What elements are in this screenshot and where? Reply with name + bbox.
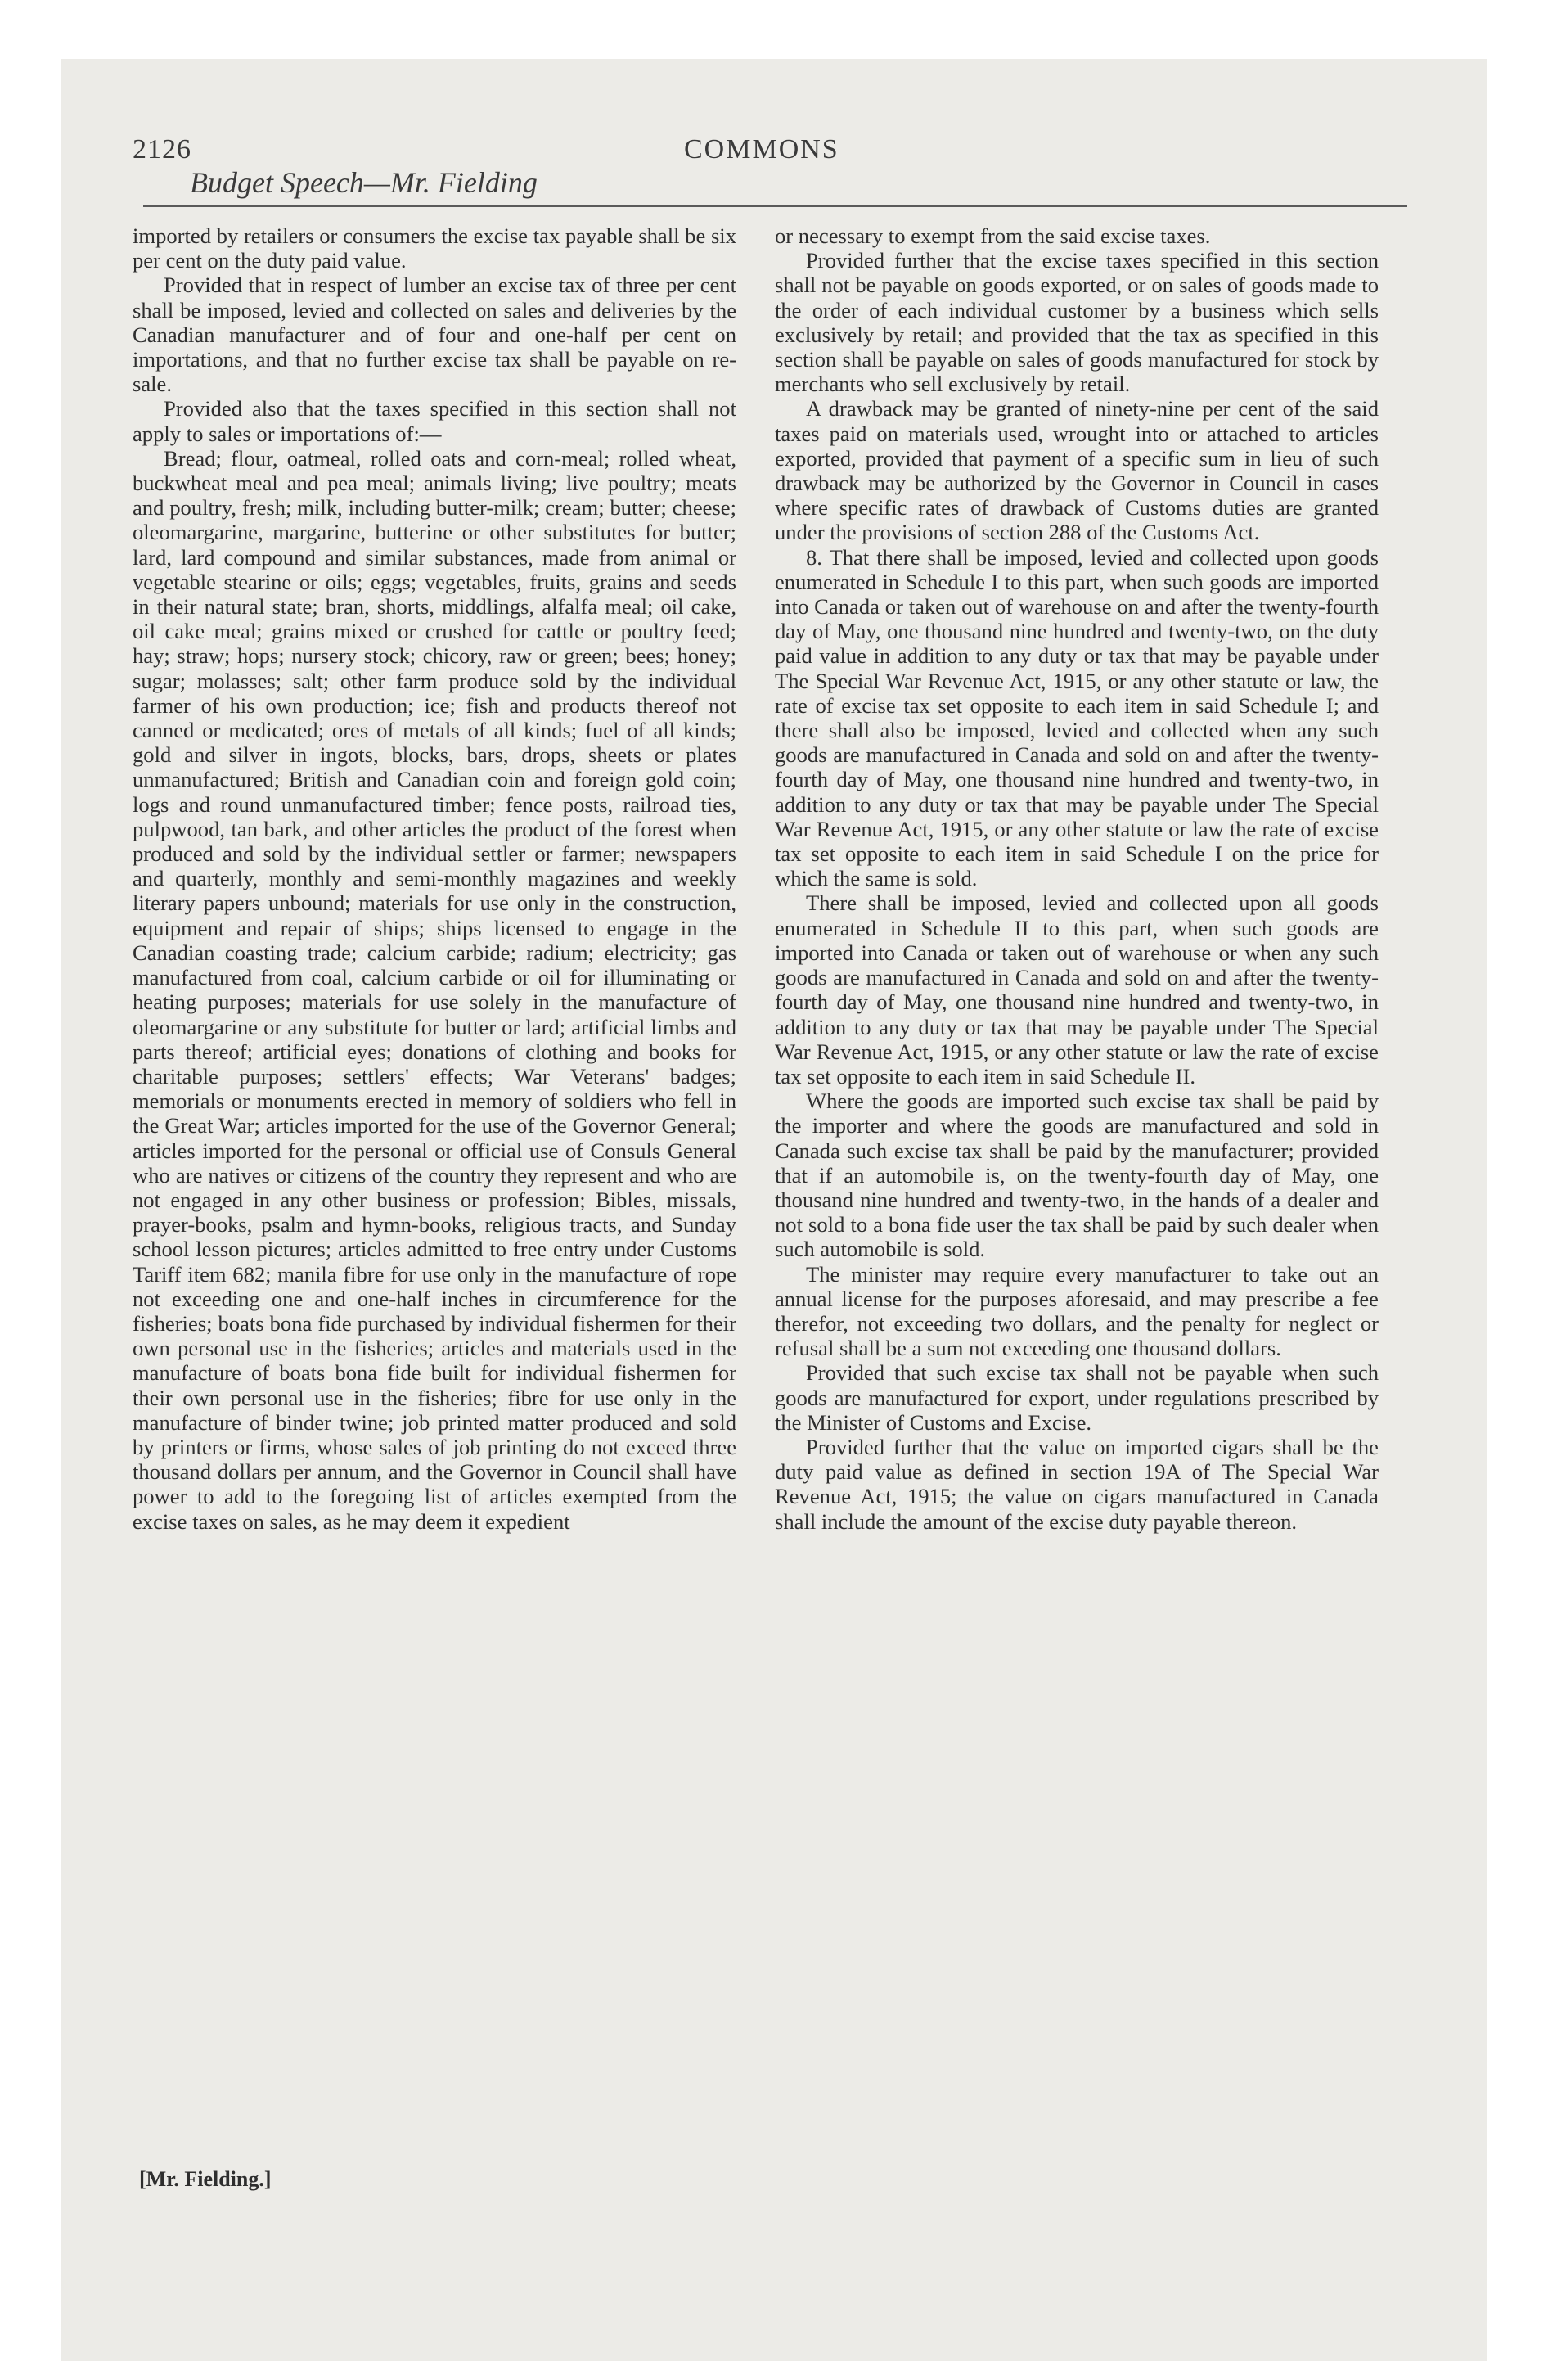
right-paragraph-3: A drawback may be granted of ninety-nine per cent of the said taxes paid on materials used, wrought into or attached to articles exported, provided that payment of a specific sum in lieu of such drawback may be authorized by the Governor in Council in cases where specific rates of drawback of Customs duties are granted under the provisions of section 288 of the Customs Act. <box>775 396 1379 545</box>
left-paragraph-4: Bread; flour, oatmeal, rolled oats and corn-meal; rolled wheat, buckwheat meal and pea meal; animals living; live poultry; meats and poultry, fresh; milk, including butter-milk; cream; butter; cheese; oleomargarine, margarine, butterine or other substitutes for butter; lard, lard compound and similar substances, made from animal or vegetable stearine or oils; eggs; vegetables, fruits, grains and seeds in their natural state; bran, shorts, middlings, alfalfa meal; oil cake, oil cake meal; grains mixed or crushed for cattle or poultry feed; hay; straw; hops; nursery stock; chicory, raw or green; bees; honey; sugar; molasses; salt; other farm produce sold by the individual farmer of his own production; ice; fish and products thereof not canned or medicated; ores of metals of all kinds; fuel of all kinds; gold and silver in ingots, blocks, bars, drops, sheets or plates unmanufactured; British and Canadian coin and foreign gold coin; logs and round unmanufactured timber; fence posts, railroad ties, pulpwood, tan bark, and other articles the product of the forest when produced and sold by the individual settler or farmer; newspapers and quarterly, monthly and semi-monthly magazines and weekly literary papers unbound; materials for use only in the construction, equipment and repair of ships; ships licensed to engage in the Canadian coasting trade; calcium carbide; radium; electricity; gas manufactured from coal, calcium carbide or oil for illuminating or heating purposes; materials for use solely in the manufacture of oleomargarine or any substitute for butter or lard; artificial limbs and parts thereof; artificial eyes; donations of clothing and books for charitable purposes; settlers' effects; War Veterans' badges; memorials or monuments erected in memory of soldiers who fell in the Great War; articles imported for the use of the Governor General; articles imported for the personal or official use of Consuls General who are natives or citizens of the country they represent and who are not engaged in any other business or profession; Bibles, missals, prayer-books, psalm and hymn-books, religious tracts, and Sunday school lesson pictures; articles admitted to free entry under Customs Tariff item 682; manila fibre for use only in the manufacture of rope not exceeding one and one-half inches in circumference for the fisheries; boats bona fide purchased by individual fishermen for their own personal use in the fisheries; articles and materials used in the manufacture of boats bona fide built for individual fishermen for their own personal use in the fisheries; fibre for use only in the manufacture of binder twine; job printed matter produced and sold by printers or firms, whose sales of job printing do not exceed three thousand dollars per annum, and the Governor in Council shall have power to add to the foregoing list of articles exempted from the excise taxes on sales, as he may deem it expedient <box>133 445 736 1534</box>
left-paragraph-1: imported by retailers or consumers the excise tax payable shall be six per cent on the duty paid value. <box>133 223 736 273</box>
right-column <box>775 223 1379 1534</box>
right-paragraph-9: Provided further that the value on imported cigars shall be the duty paid value as defined in section 19A of The Special War Revenue Act, 1915; the value on cigars manufactured in Canada shall include the amount of the excise duty payable thereon. <box>775 1434 1379 1534</box>
right-paragraph-6: Where the goods are imported such excise tax shall be paid by the importer and where the goods are manufactured and sold in Canada such excise tax shall be paid by the manufacturer; provided that if an automobile is, on the twenty-fourth day of May, one thousand nine hundred and twenty-two, in the hands of a dealer and not sold to a bona fide user the tax shall be paid by such dealer when such automobile is sold. <box>775 1089 1379 1262</box>
right-paragraph-7: The minister may require every manufacturer to take out an annual license for the purposes aforesaid, and may prescribe a fee therefor, not exceeding two dollars, and the penalty for neglect or refusal shall be a sum not exceeding one thousand dollars. <box>775 1261 1379 1361</box>
left-paragraph-3: Provided also that the taxes specified in this section shall not apply to sales or importations of:— <box>133 396 736 446</box>
speaker-signature: [Mr. Fielding.] <box>139 2167 272 2191</box>
right-paragraph-2: Provided further that the excise taxes specified in this section shall not be payable on goods exported, or on sales of goods made to the order of each individual customer by a business which sells exclusively by retail; and provided that the tax as specified in this section shall be payable on sales of goods manufactured for stock by merchants who sell exclusively by retail. <box>775 248 1379 397</box>
running-title: Budget Speech—Mr. Fielding <box>190 166 538 199</box>
header-rule <box>143 205 1407 207</box>
left-paragraph-2: Provided that in respect of lumber an excise tax of three per cent shall be imposed, levied and collected on sales and deliveries by the Canadian manufacturer and of four and one-half per cent on importations, and that no further excise tax shall be payable on re-sale. <box>133 273 736 397</box>
right-paragraph-5: There shall be imposed, levied and collected upon all goods enumerated in Schedule II to this part, when such goods are imported into Canada or taken out of warehouse or when any such goods are manufactured in Canada and sold on and after the twenty-fourth day of May, one thousand nine hundred and twenty-two, in addition to any duty or tax that may be payable under The Special War Revenue Act, 1915, or any other statute or law the rate of excise tax set opposite to each item in said Schedule II. <box>775 890 1379 1089</box>
left-column <box>133 223 736 1534</box>
house-heading: COMMONS <box>684 134 839 165</box>
page-number: 2126 <box>133 134 191 165</box>
right-paragraph-8: Provided that such excise tax shall not be payable when such goods are manufactured for export, under regulations prescribed by the Minister of Customs and Excise. <box>775 1360 1379 1435</box>
right-paragraph-4: 8. That there shall be imposed, levied and collected upon goods enumerated in Schedule I to this part, when such goods are imported into Canada or taken out of warehouse on and after the twenty-fourth day of May, one thousand nine hundred and twenty-two, on the duty paid value in addition to any duty or tax that may be payable under The Special War Revenue Act, 1915, or any other statute or law, the rate of excise tax set opposite to each item in said Schedule I; and there shall also be imposed, levied and collected when any such goods are manufactured in Canada and sold on and after the twenty-fourth day of May, one thousand nine hundred and twenty-two, in addition to any duty or tax that may be payable under The Special War Revenue Act, 1915, or any other statute or law the rate of excise tax set opposite to each item in said Schedule I on the price for which the same is sold. <box>775 544 1379 891</box>
right-paragraph-1: or necessary to exempt from the said excise taxes. <box>775 223 1211 248</box>
